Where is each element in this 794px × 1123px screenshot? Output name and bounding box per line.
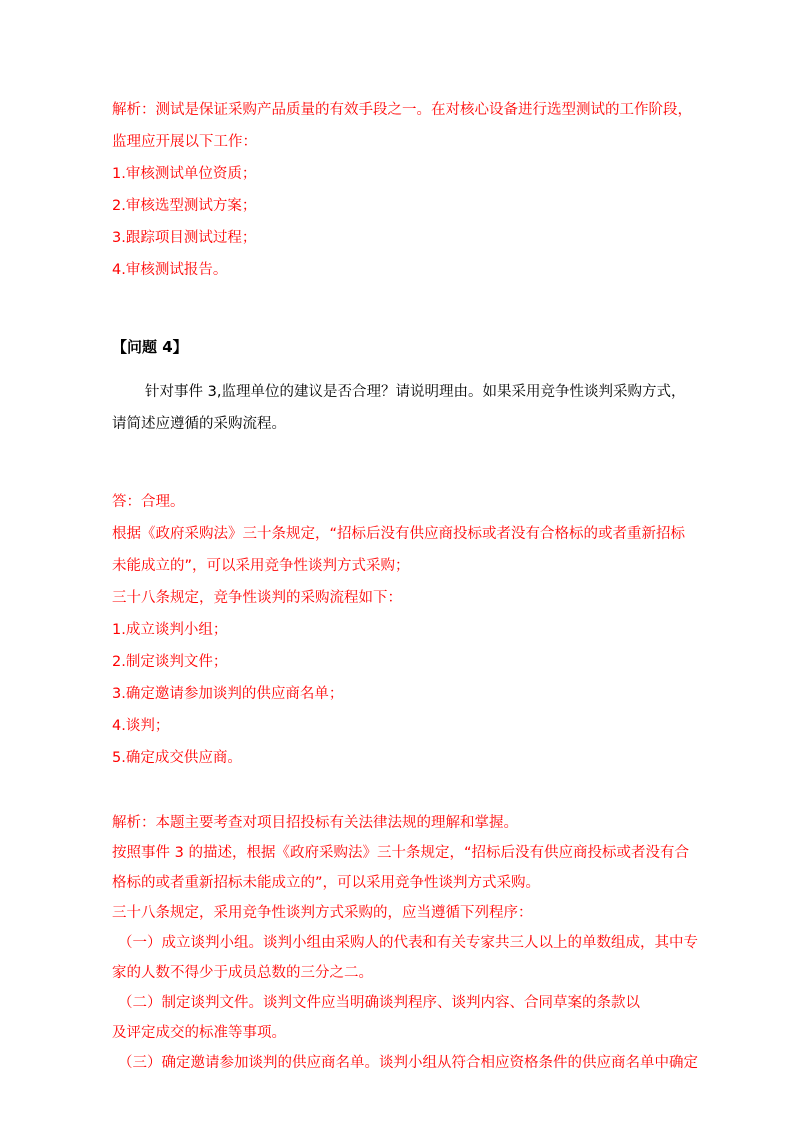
- answer-step-item: 1.成立谈判小组；: [112, 622, 228, 638]
- analysis-line: 解析：本题主要考查对项目招投标有关法律法规的理解和掌握。: [112, 815, 518, 831]
- analysis-line: 监理应开展以下工作：: [112, 134, 257, 150]
- analysis-list-item: 4.审核测试报告。: [112, 262, 228, 278]
- answer-line: 三十八条规定，竞争性谈判的采购流程如下：: [112, 590, 402, 606]
- analysis-line: 格标的或者重新招标未能成立的”，可以采用竞争性谈判方式采购。: [112, 875, 541, 891]
- spacer: [112, 774, 684, 808]
- spacer: [112, 440, 684, 486]
- question-text-line: 针对事件 3,监理单位的建议是否合理？请说明理由。如果采用竞争性谈判采购方式，: [145, 384, 686, 400]
- answer-line: 根据《政府采购法》三十条规定，“招标后没有供应商投标或者没有合格标的或者重新招标: [112, 526, 686, 542]
- analysis-list-item: 3.跟踪项目测试过程；: [112, 230, 257, 246]
- question-4-body: [112, 376, 684, 440]
- answer-block: [112, 486, 684, 774]
- analysis-line: 按照事件 3 的描述，根据《政府采购法》三十条规定，“招标后没有供应商投标或者没有合: [112, 845, 689, 861]
- procedure-item-line: （一）成立谈判小组。谈判小组由采购人的代表和有关专家共三人以上的单数组成，其中专: [118, 935, 698, 951]
- procedure-item-line: 及评定成交的标准等事项。: [112, 1025, 286, 1041]
- analysis-block-question-4: [112, 808, 698, 1078]
- analysis-line: 解析：测试是保证采购产品质量的有效手段之一。在对核心设备进行选型测试的工作阶段，: [112, 102, 692, 118]
- answer-step-item: 2.制定谈判文件；: [112, 654, 228, 670]
- analysis-list-item: 2.审核选型测试方案；: [112, 198, 257, 214]
- spacer: [112, 362, 684, 376]
- answer-step-item: 3.确定邀请参加谈判的供应商名单；: [112, 686, 344, 702]
- answer-step-item: 5.确定成交供应商。: [112, 750, 242, 766]
- answer-step-item: 4.谈判；: [112, 718, 170, 734]
- procedure-item-line: （二）制定谈判文件。谈判文件应当明确谈判程序、谈判内容、合同草案的条款以: [118, 995, 640, 1011]
- procedure-item-line: 家的人数不得少于成员总数的三分之二。: [112, 965, 373, 981]
- answer-line: 未能成立的”，可以采用竞争性谈判方式采购；: [112, 558, 410, 574]
- answer-lead: 答：合理。: [112, 494, 185, 510]
- document-body: [112, 94, 698, 1078]
- analysis-list-item: 1.审核测试单位资质；: [112, 166, 257, 182]
- analysis-line: 三十八条规定，采用竞争性谈判方式采购的，应当遵循下列程序：: [112, 905, 533, 921]
- procedure-item-line: （三）确定邀请参加谈判的供应商名单。谈判小组从符合相应资格条件的供应商名单中确定: [118, 1055, 698, 1071]
- question-4-heading: 【问题 4】: [112, 338, 188, 356]
- question-text-line: 请简述应遵循的采购流程。: [112, 416, 286, 432]
- analysis-block-previous: [112, 94, 692, 286]
- spacer: [112, 286, 684, 332]
